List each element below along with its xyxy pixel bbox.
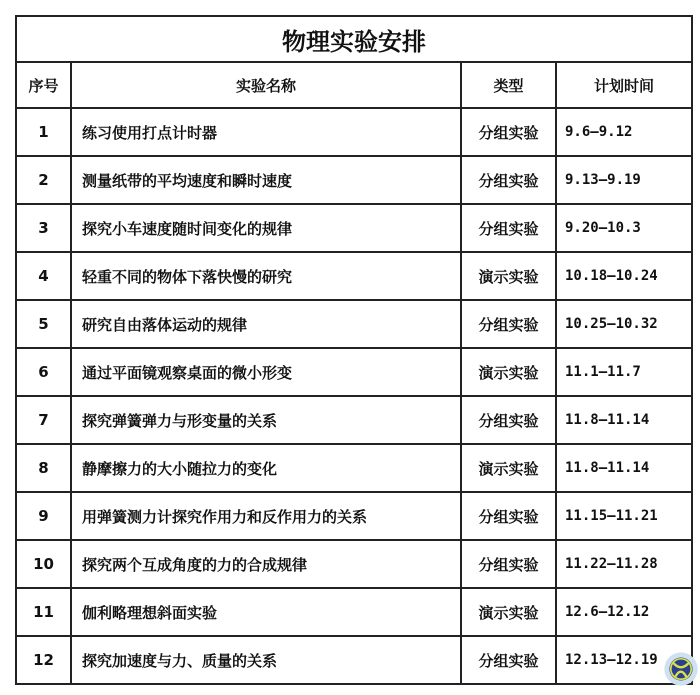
row-date: 11.8—11.14 — [556, 396, 692, 444]
row-seq: 6 — [16, 348, 71, 396]
row-date: 11.15—11.21 — [556, 492, 692, 540]
row-seq: 11 — [16, 588, 71, 636]
table-title: 物理实验安排 — [16, 16, 692, 62]
row-date: 10.25—10.32 — [556, 300, 692, 348]
row-experiment-name: 探究加速度与力、质量的关系 — [71, 636, 461, 684]
table-row — [16, 204, 692, 252]
row-experiment-name: 轻重不同的物体下落快慢的研究 — [71, 252, 461, 300]
table-row — [16, 492, 692, 540]
table-row — [16, 300, 692, 348]
row-type: 分组实验 — [461, 396, 556, 444]
table-row — [16, 396, 692, 444]
row-type: 演示实验 — [461, 588, 556, 636]
experiment-schedule-table — [15, 15, 693, 685]
row-type: 分组实验 — [461, 636, 556, 684]
row-type: 演示实验 — [461, 444, 556, 492]
row-experiment-name: 探究小车速度随时间变化的规律 — [71, 204, 461, 252]
row-type: 分组实验 — [461, 540, 556, 588]
row-type: 分组实验 — [461, 204, 556, 252]
row-date: 11.22—11.28 — [556, 540, 692, 588]
table-row — [16, 540, 692, 588]
row-type: 演示实验 — [461, 252, 556, 300]
row-experiment-name: 研究自由落体运动的规律 — [71, 300, 461, 348]
table-row — [16, 588, 692, 636]
row-experiment-name: 探究弹簧弹力与形变量的关系 — [71, 396, 461, 444]
row-date: 11.8—11.14 — [556, 444, 692, 492]
row-experiment-name: 测量纸带的平均速度和瞬时速度 — [71, 156, 461, 204]
row-seq: 10 — [16, 540, 71, 588]
school-logo-watermark — [664, 652, 698, 686]
table-row — [16, 156, 692, 204]
row-date: 9.13—9.19 — [556, 156, 692, 204]
header-row — [16, 62, 692, 108]
table-row — [16, 108, 692, 156]
header-date: 计划时间 — [556, 62, 692, 108]
row-date: 10.18—10.24 — [556, 252, 692, 300]
row-date: 9.6—9.12 — [556, 108, 692, 156]
row-date: 11.1—11.7 — [556, 348, 692, 396]
table-row — [16, 636, 692, 684]
row-seq: 8 — [16, 444, 71, 492]
row-experiment-name: 练习使用打点计时器 — [71, 108, 461, 156]
table-row — [16, 348, 692, 396]
row-date: 9.20—10.3 — [556, 204, 692, 252]
row-seq: 5 — [16, 300, 71, 348]
table-row — [16, 444, 692, 492]
table-row — [16, 252, 692, 300]
row-seq: 9 — [16, 492, 71, 540]
row-seq: 7 — [16, 396, 71, 444]
row-type: 分组实验 — [461, 492, 556, 540]
row-type: 分组实验 — [461, 108, 556, 156]
row-type: 分组实验 — [461, 156, 556, 204]
row-date: 12.6—12.12 — [556, 588, 692, 636]
header-name: 实验名称 — [71, 62, 461, 108]
row-type: 分组实验 — [461, 300, 556, 348]
row-experiment-name: 通过平面镜观察桌面的微小形变 — [71, 348, 461, 396]
header-type: 类型 — [461, 62, 556, 108]
row-experiment-name: 伽利略理想斜面实验 — [71, 588, 461, 636]
row-seq: 3 — [16, 204, 71, 252]
row-seq: 1 — [16, 108, 71, 156]
row-seq: 4 — [16, 252, 71, 300]
row-date: 12.13—12.19 — [556, 636, 692, 684]
row-experiment-name: 用弹簧测力计探究作用力和反作用力的关系 — [71, 492, 461, 540]
header-seq: 序号 — [16, 62, 71, 108]
row-type: 演示实验 — [461, 348, 556, 396]
row-experiment-name: 探究两个互成角度的力的合成规律 — [71, 540, 461, 588]
row-seq: 2 — [16, 156, 71, 204]
row-seq: 12 — [16, 636, 71, 684]
row-experiment-name: 静摩擦力的大小随拉力的变化 — [71, 444, 461, 492]
